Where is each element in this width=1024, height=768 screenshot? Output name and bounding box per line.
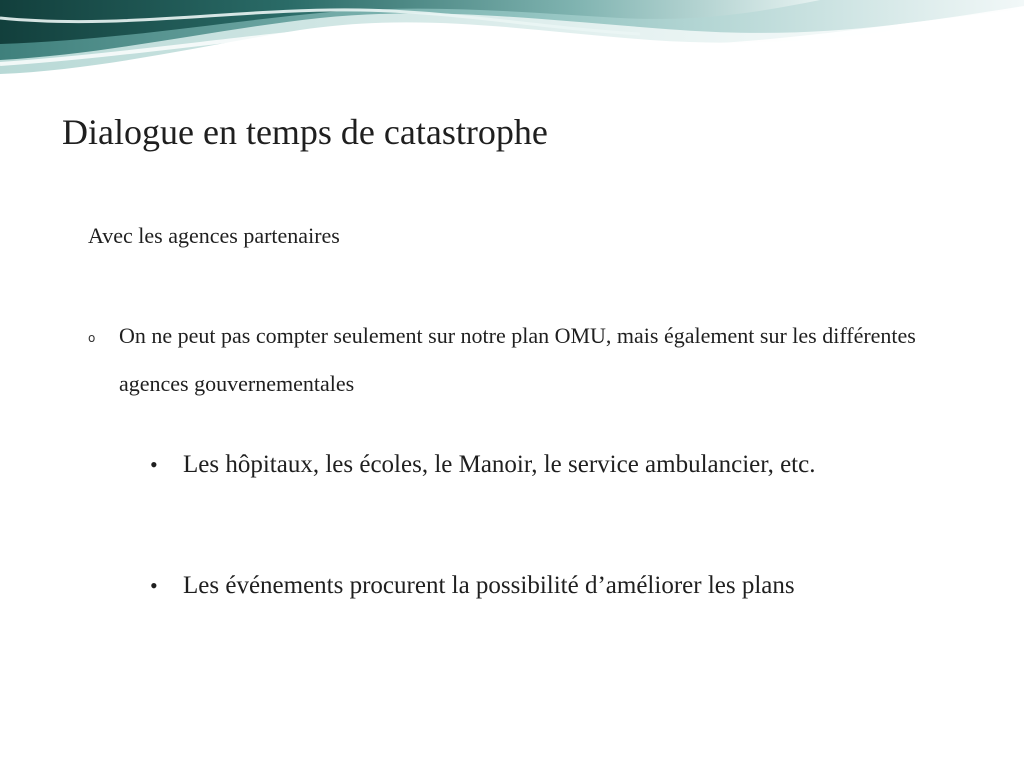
list-item-text: On ne peut pas compter seulement sur notre plan OMU, mais également sur les différentes agences gouvernementales <box>119 323 916 396</box>
slide-title: Dialogue en temps de catastrophe <box>62 112 548 152</box>
circle-bullet-icon: o <box>88 331 96 345</box>
list-item <box>150 448 960 482</box>
decorative-wave-banner <box>0 0 1024 80</box>
list-item <box>88 312 948 408</box>
list-item-text: Les hôpitaux, les écoles, le Manoir, le service ambulancier, etc. <box>183 451 816 478</box>
bullet-icon: • <box>150 573 158 598</box>
slide-subtitle: Avec les agences partenaires <box>88 223 340 248</box>
list-item-text: Les événements procurent la possibilité d’améliorer les plans <box>183 572 795 599</box>
bullet-icon: • <box>150 452 158 477</box>
list-item <box>150 569 960 603</box>
